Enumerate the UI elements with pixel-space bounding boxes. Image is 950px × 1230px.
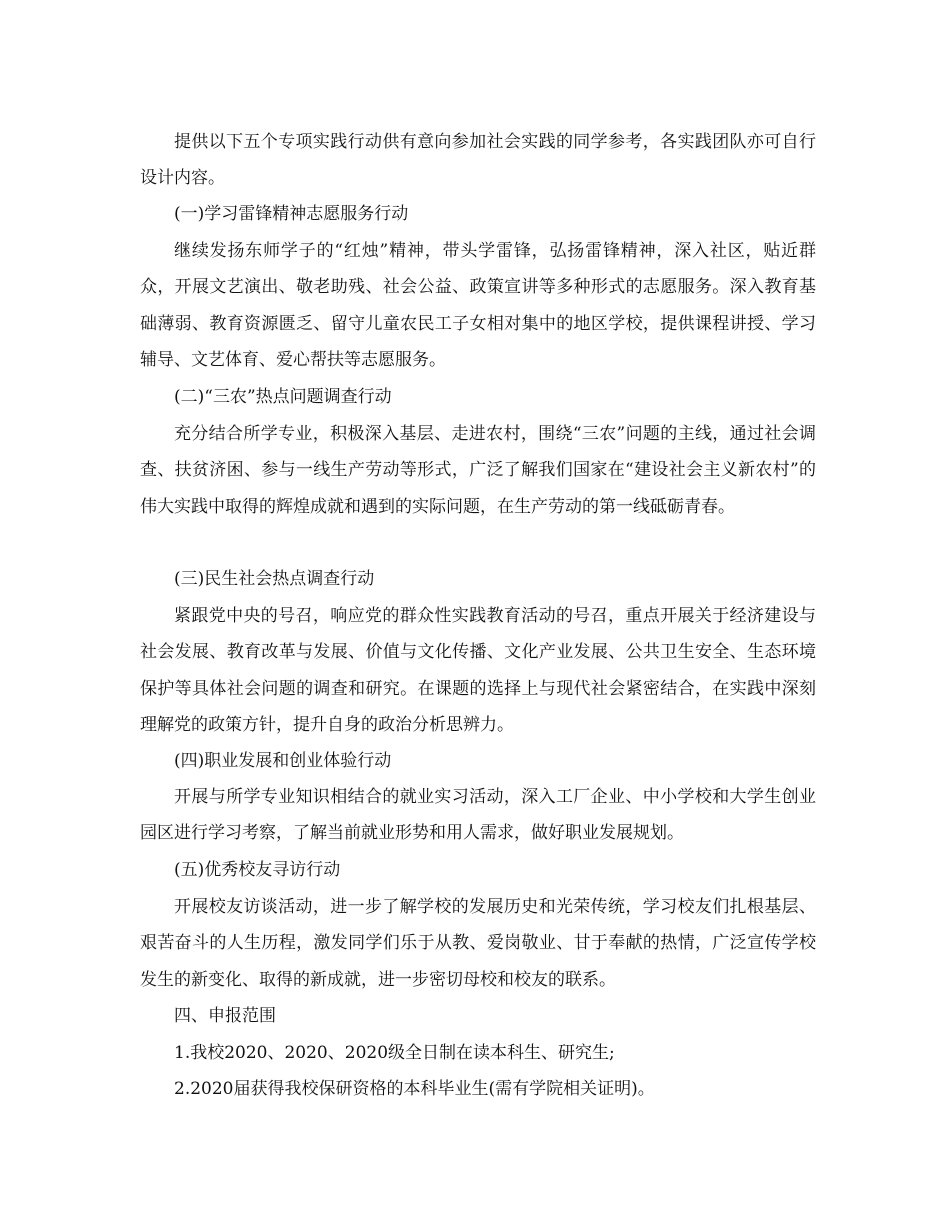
scope-item-1: 1.我校2020、2020、2020级全日制在读本科生、研究生; <box>174 1043 615 1063</box>
section-heading-5: (五)优秀校友寻访行动 <box>174 860 341 880</box>
section-heading-4: (四)职业发展和创业体验行动 <box>174 751 392 771</box>
section-heading-application-scope: 四、申报范围 <box>174 1006 276 1026</box>
section-heading-1: (一)学习雷锋精神志愿服务行动 <box>174 204 409 224</box>
scope-item-2: 2.2020届获得我校保研资格的本科毕业生(需有学院相关证明)。 <box>174 1079 655 1099</box>
section-body-1: 继续发扬东师学子的“红烛”精神，带头学雷锋，弘扬雷锋精神，深入社区，贴近群众，开展文艺演出、敬老助残、社会公益、政策宣讲等多种形式的志愿服务。深入教育基础薄弱、教育资源匮乏、留守儿童农民工子女相对集中的地区学校，提供课程讲授、学习辅导、文艺体育、爱心帮扶等志愿服务。 <box>140 241 816 371</box>
section-body-3: 紧跟党中央的号召，响应党的群众性实践教育活动的号召，重点开展关于经济建设与社会发展、教育改革与发展、价值与文化传播、文化产业发展、公共卫生安全、生态环境保护等具体社会问题的调查和研究。在课题的选择上与现代社会紧密结合，在实践中深刻理解党的政策方针，提升自身的政治分析思辨力。 <box>140 606 816 736</box>
section-heading-2: (二)“三农”热点问题调查行动 <box>174 387 392 407</box>
section-body-5: 开展校友访谈活动，进一步了解学校的发展历史和光荣传统，学习校友们扎根基层、艰苦奋斗的人生历程，激发同学们乐于从教、爱岗敬业、甘于奉献的热情，广泛宣传学校发生的新变化、取得的新成就，进一步密切母校和校友的联系。 <box>140 897 816 990</box>
section-heading-3: (三)民生社会热点调查行动 <box>174 569 375 589</box>
section-body-4: 开展与所学专业知识相结合的就业实习活动，深入工厂企业、中小学校和大学生创业园区进行学习考察，了解当前就业形势和用人需求，做好职业发展规划。 <box>140 787 816 844</box>
section-body-2: 充分结合所学专业，积极深入基层、走进农村，围绕“三农”问题的主线，通过社会调查、扶贫济困、参与一线生产劳动等形式，广泛了解我们国家在“建设社会主义新农村”的伟大实践中取得的辉煌成就和遇到的实际问题，在生产劳动的第一线砥砺青春。 <box>140 424 816 517</box>
intro-paragraph: 提供以下五个专项实践行动供有意向参加社会实践的同学参考，各实践团队亦可自行设计内容。 <box>140 132 816 189</box>
